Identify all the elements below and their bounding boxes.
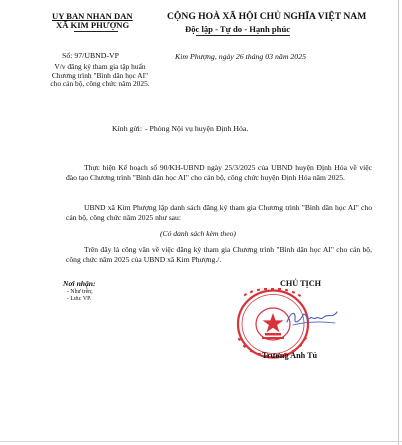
signature-icon bbox=[285, 307, 341, 329]
agency-name-line2: XÃ KIM PHƯỢNG bbox=[56, 20, 130, 30]
page-edge-bottom bbox=[0, 441, 402, 442]
national-title: CỘNG HOÀ XÃ HỘI CHỦ NGHĨA VIỆT NAM bbox=[167, 11, 367, 22]
place-date: Kim Phượng, ngày 26 tháng 03 năm 2025 bbox=[175, 52, 306, 61]
document-number: Số: 97/UBND-VP bbox=[62, 51, 119, 60]
document-subject: V/v đăng ký tham gia tập huấn Chương trình "Bình dân học AI" cho cán bộ, công chức năm 2025. bbox=[50, 62, 150, 89]
page-edge-right bbox=[398, 0, 399, 445]
recipients-block-item: - Như trên; bbox=[67, 289, 93, 295]
agency-name-line1: UY BAN NHAN DAN bbox=[52, 11, 133, 21]
attachment-note: (Có danh sách kèm theo) bbox=[160, 229, 236, 238]
body-paragraph-2: UBND xã Kim Phượng lập danh sách đăng ký tham gia Chương trình "Bình dân học AI" cho cán bộ, công chức năm 2025 như sau: bbox=[66, 203, 372, 222]
recipient-label: Kính gửi: bbox=[112, 124, 142, 133]
recipients-block-title: Nơi nhận: bbox=[63, 279, 96, 288]
body-paragraph-3: Trên đây là công văn về việc đăng ký tham gia Chương trình "Bình dân học AI" cho cán bộ, công chức năm 2025 của UBND xã Kim Phượng./. bbox=[66, 245, 372, 264]
recipients-block-item: - Lưu: VP. bbox=[67, 296, 92, 302]
recipient-item: - Phòng Nội vụ huyện Định Hóa. bbox=[145, 124, 249, 133]
signer-name: Trương Anh Tú bbox=[262, 351, 318, 360]
national-motto: Độc lập - Tự do - Hạnh phúc bbox=[185, 24, 291, 34]
agency-underline bbox=[74, 31, 118, 32]
motto-underline bbox=[196, 35, 290, 36]
body-paragraph-1: Thực hiện Kế hoạch số 90/KH-UBND ngày 25/3/2025 của UBND huyện Định Hóa về việc đào tạo Chương trình "Bình dân học AI" cho cán bộ, công chức huyện Định Hóa năm 2025. bbox=[66, 163, 372, 182]
signer-title: CHỦ TỊCH bbox=[280, 279, 322, 288]
